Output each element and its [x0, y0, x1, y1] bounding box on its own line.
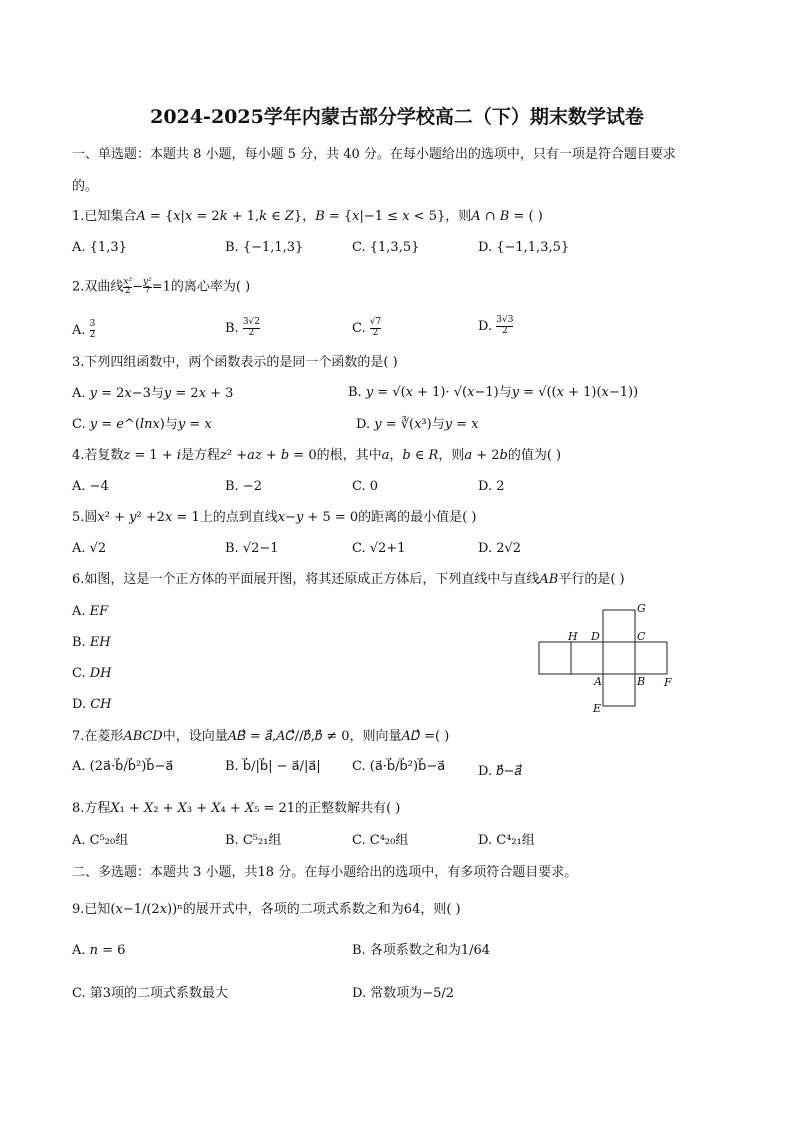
- section-2-heading: 二、多选题：本题共 3 小题，共18 分。在每小题给出的选项中，有多项符合题目要求。: [72, 865, 578, 880]
- question-1-option-d: D. {−1,1,3,5}: [478, 240, 570, 255]
- question-4-stem: 4.若复数𝑧 = 1 + 𝑖是方程𝑧² +𝑎𝑧 + 𝑏 = 0的根，其中𝑎，𝑏 ∈ 𝑅，则𝑎 + 2𝑏的值为( ): [72, 448, 562, 463]
- question-2-option-d: D. 3√3 2: [478, 315, 514, 336]
- question-9-stem: 9.已知(𝑥−1/(2𝑥))ⁿ的展开式中，各项的二项式系数之和为64，则( ): [72, 902, 461, 917]
- question-7-option-d: D. 𝑏⃗−𝑎⃗: [478, 764, 522, 779]
- question-1-stem: 1.已知集合𝐴 = {𝑥|𝑥 = 2𝑘 + 1,𝑘 ∈ 𝑍}，𝐵 = {𝑥|−1 ≤ 𝑥 < 5}，则𝐴 ∩ 𝐵 = ( ): [72, 209, 543, 224]
- question-4-option-c: C. 0: [352, 479, 379, 494]
- question-3-option-c: C. 𝑦 = 𝑒^(𝑙𝑛𝑥)与𝑦 = 𝑥: [72, 417, 212, 432]
- question-6-option-d: D. 𝐶𝐻: [72, 697, 112, 712]
- question-8-option-d: D. C⁴₂₁组: [478, 833, 535, 848]
- question-1-option-a: A. {1,3}: [72, 240, 127, 255]
- section-1-heading-cont: 的。: [72, 179, 99, 194]
- cube-net-face-4: [635, 642, 667, 674]
- question-7-option-c: C. (a⃗·b⃗/b⃗²)b⃗−a⃗: [352, 759, 446, 774]
- cube-net-face-3: [603, 642, 635, 674]
- question-5-option-d: D. 2√2: [478, 541, 522, 556]
- question-3-option-a: A. 𝑦 = 2𝑥−3与𝑦 = 2𝑥 + 3: [72, 386, 234, 401]
- question-8-option-c: C. C⁴₂₀组: [352, 833, 409, 848]
- question-5-option-c: C. √2+1: [352, 541, 406, 556]
- cube-label-h: H: [568, 630, 578, 643]
- question-2-option-c: C. √7 2: [352, 317, 382, 338]
- question-5-option-b: B. √2−1: [225, 541, 279, 556]
- question-8-stem: 8.方程𝑋₁ + 𝑋₂ + 𝑋₃ + 𝑋₄ + 𝑋₅ = 21的正整数解共有( ): [72, 801, 401, 816]
- cube-label-b: B: [637, 675, 646, 688]
- cube-label-f: F: [664, 676, 672, 689]
- question-8-option-a: A. C⁵₂₀组: [72, 833, 129, 848]
- question-4-option-d: D. 2: [478, 479, 505, 494]
- question-6-stem: 6.如图，这是一个正方体的平面展开图，将其还原成正方体后，下列直线中与直线𝐴𝐵平行的是( ): [72, 572, 625, 587]
- question-3-option-d: D. 𝑦 = ∛(𝑥³)与𝑦 = 𝑥: [356, 417, 479, 432]
- question-9-option-a: A. 𝑛 = 6: [72, 943, 126, 958]
- section-1-heading: 一、单选题：本题共 8 小题，每小题 5 分，共 40 分。在每小题给出的选项中，只有一项是符合题目要求: [72, 147, 676, 162]
- question-7-stem: 7.在菱形𝐴𝐵𝐶𝐷中，设向量𝐴𝐵⃗ = 𝑎⃗,𝐴𝐶⃗//𝑏⃗,𝑏⃗ ≠ 0，则向量𝐴𝐷⃗ =( ): [72, 729, 450, 744]
- cube-label-a: A: [594, 675, 602, 688]
- question-1-option-c: C. {1,3,5}: [352, 240, 420, 255]
- cube-net-face-top: [603, 610, 635, 642]
- cube-label-d: D: [591, 630, 600, 643]
- question-3-stem: 3.下列四组函数中，两个函数表示的是同一个函数的是( ): [72, 355, 398, 370]
- question-7-option-b: B. b⃗/|b⃗| − a⃗/|a⃗|: [225, 759, 321, 774]
- question-5-option-a: A. √2: [72, 541, 107, 556]
- question-6-option-b: B. 𝐸𝐻: [72, 635, 111, 650]
- cube-label-e: E: [593, 702, 602, 715]
- question-2-option-a: A. 3 2: [72, 319, 96, 340]
- question-4-option-a: A. −4: [72, 479, 109, 494]
- question-9-option-d: D. 常数项为−5/2: [352, 986, 455, 1001]
- question-6-option-a: A. 𝐸𝐹: [72, 604, 109, 619]
- question-8-option-b: B. C⁵₂₁组: [225, 833, 282, 848]
- question-3-option-b: B. 𝑦 = √(𝑥 + 1)· √(𝑥−1)与𝑦 = √((𝑥 + 1)(𝑥−1)): [348, 385, 639, 400]
- cube-label-g: G: [637, 602, 646, 615]
- question-7-option-a: A. (2a⃗·b⃗/b⃗²)b⃗−a⃗: [72, 759, 174, 774]
- cube-label-c: C: [637, 630, 646, 643]
- cube-net-face-bottom: [603, 674, 635, 706]
- question-6-option-c: C. 𝐷𝐻: [72, 666, 112, 681]
- question-2-stem: 2.双曲线x² 2−y² 7=1的离心率为( ): [72, 277, 251, 296]
- cube-net-figure: [530, 598, 690, 716]
- cube-net-face-1: [539, 642, 571, 674]
- question-2-option-b: B. 3√2 2: [225, 317, 261, 338]
- question-9-option-c: C. 第3项的二项式系数最大: [72, 986, 229, 1001]
- question-4-option-b: B. −2: [225, 479, 262, 494]
- question-1-option-b: B. {−1,1,3}: [225, 240, 304, 255]
- page-title: 2024-2025学年内蒙古部分学校高二（下）期末数学试卷: [150, 106, 644, 128]
- question-5-stem: 5.圆𝑥² + 𝑦² +2𝑥 = 1上的点到直线𝑥−𝑦 + 5 = 0的距离的最小值是( ): [72, 510, 477, 525]
- question-9-option-b: B. 各项系数之和为1/64: [352, 943, 491, 958]
- cube-net-face-2: [571, 642, 603, 674]
